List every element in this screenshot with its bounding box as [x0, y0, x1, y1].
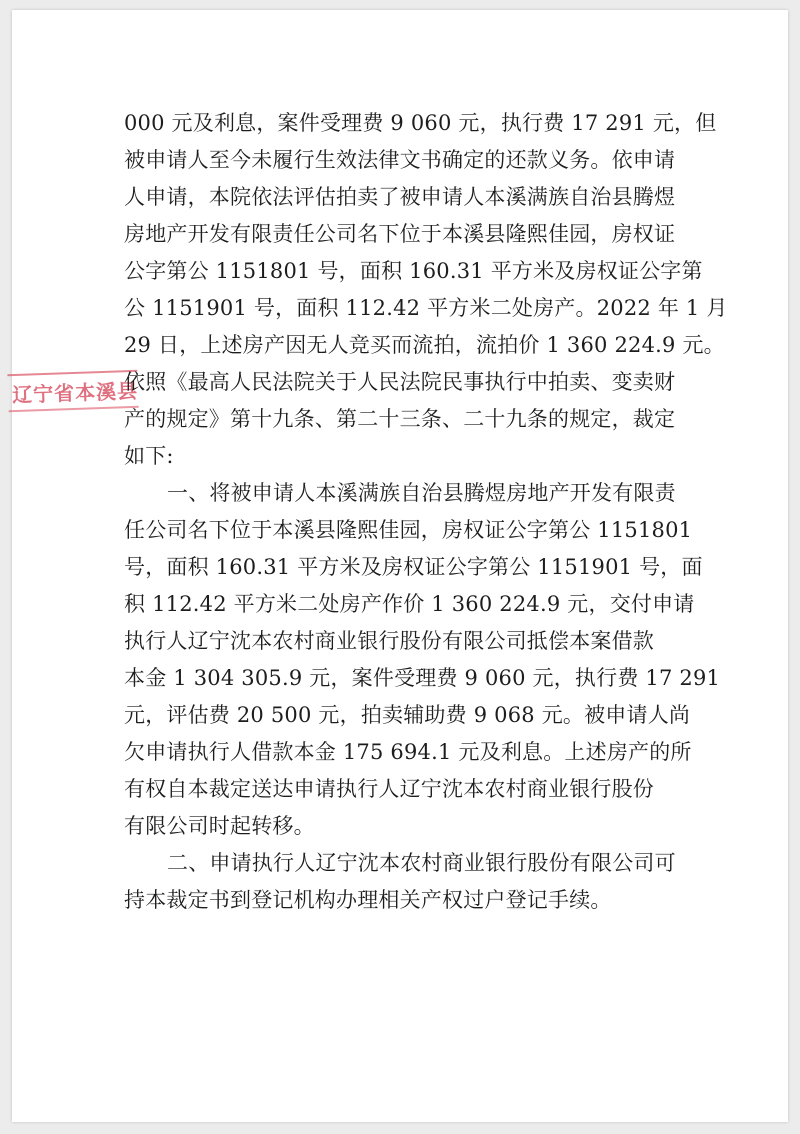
- body-line: 任公司名下位于本溪县隆熙佳园，房权证公字第公 1151801: [124, 518, 693, 542]
- body-line: 有限公司时起转移。: [124, 814, 315, 838]
- seal-band: [7, 370, 138, 413]
- body-line: 号，面积 160.31 平方米及房权证公字第公 1151901 号，面: [124, 555, 703, 579]
- body-line: 公字第公 1151801 号，面积 160.31 平方米及房权证公字第: [124, 259, 703, 283]
- court-seal-stamp: [11, 360, 139, 418]
- body-line: 公 1151901 号，面积 112.42 平方米二处房产。2022 年 1 月: [124, 296, 728, 320]
- body-line: 人申请，本院依法评估拍卖了被申请人本溪满族自治县腾煜: [124, 185, 676, 209]
- body-line: 二、申请执行人辽宁沈本农村商业银行股份有限公司可: [167, 851, 676, 875]
- body-line: 元，评估费 20 500 元，拍卖辅助费 9 068 元。被申请人尚: [124, 703, 691, 727]
- body-line: 本金 1 304 305.9 元，案件受理费 9 060 元，执行费 17 291: [124, 666, 721, 690]
- body-line: 如下:: [124, 444, 174, 468]
- body-line: 29 日，上述房产因无人竞买而流拍，流拍价 1 360 224.9 元。: [124, 333, 725, 357]
- body-line: 一、将被申请人本溪满族自治县腾煜房地产开发有限责: [167, 481, 676, 505]
- document-page: [12, 10, 788, 1122]
- body-line: 有权自本裁定送达申请执行人辽宁沈本农村商业银行股份: [124, 777, 654, 801]
- body-line: 积 112.42 平方米二处房产作价 1 360 224.9 元，交付申请: [124, 592, 695, 616]
- body-line: 000 元及利息，案件受理费 9 060 元，执行费 17 291 元，但: [124, 111, 717, 135]
- body-line: 持本裁定书到登记机构办理相关产权过户登记手续。: [124, 888, 612, 912]
- body-line: 依照《最高人民法院关于人民法院民事执行中拍卖、变卖财: [124, 370, 676, 394]
- body-line: 房地产开发有限责任公司名下位于本溪县隆熙佳园，房权证: [124, 222, 676, 246]
- body-line: 执行人辽宁沈本农村商业银行股份有限公司抵偿本案借款: [124, 629, 654, 653]
- body-line: 欠申请执行人借款本金 175 694.1 元及利息。上述房产的所: [124, 740, 692, 764]
- body-line: 产的规定》第十九条、第二十三条、二十九条的规定，裁定: [124, 407, 676, 431]
- body-line: 被申请人至今未履行生效法律文书确定的还款义务。依申请: [124, 148, 676, 172]
- seal-text: 辽宁省本溪县: [11, 378, 139, 408]
